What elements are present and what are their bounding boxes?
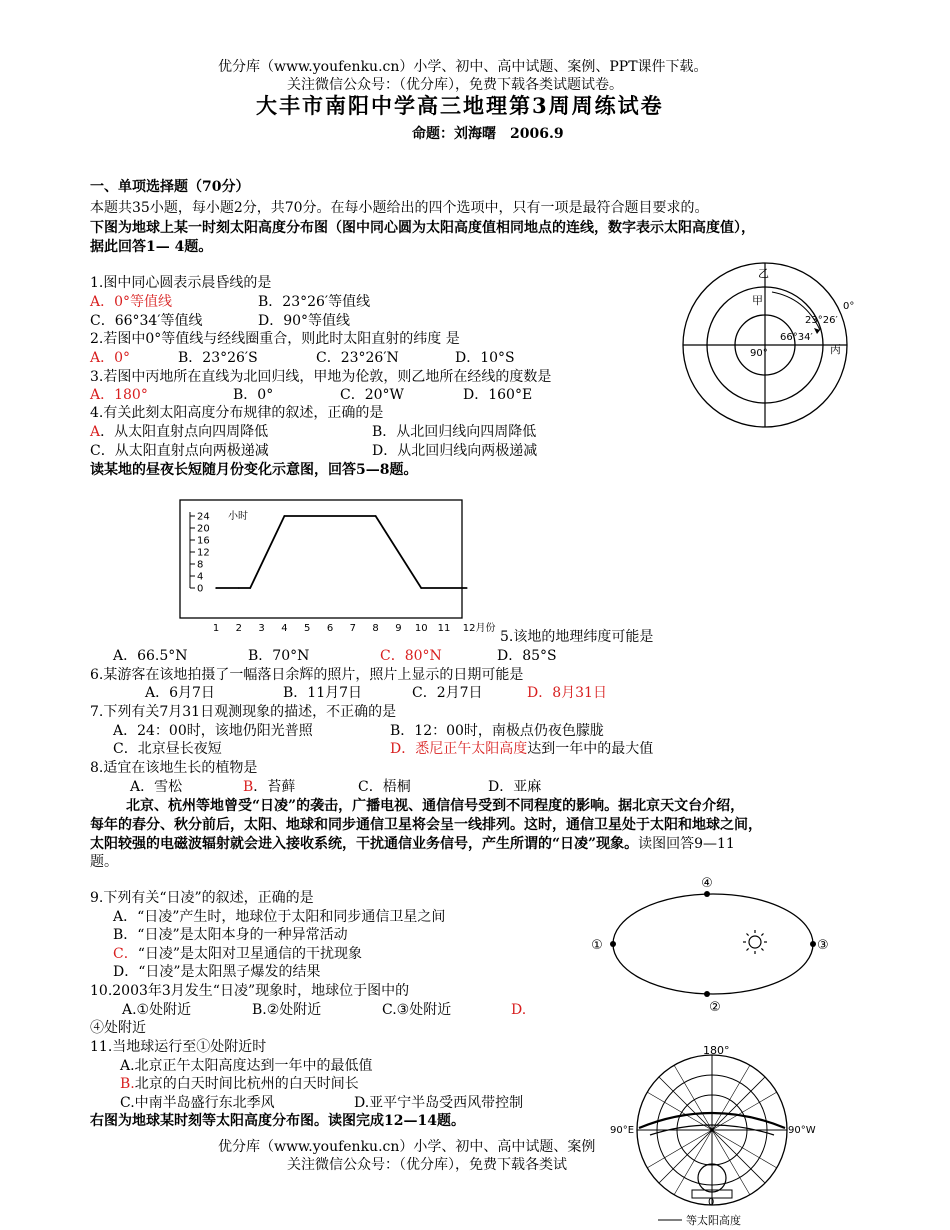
q9-option-b: B．“日凌”是太阳本身的一种异常活动 [113,927,348,943]
author-line: 命题：刘海曙 2006.9 [412,126,564,142]
q6-stem: 6.某游客在该地拍摄了一幅落日余辉的照片，照片上显示的日期可能是 [90,667,524,683]
orbit-label-2: ② [709,1000,721,1015]
fig1-label-66deg: 66°34′ [780,332,813,343]
q9-option-c-letter: C． [113,946,138,962]
lead-c-line2: 每年的春分、秋分前后，太阳、地球和同步通信卫星将会呈一线排列。这时，通信卫星处于太阳和地球之间， [90,817,762,833]
q3-stem: 3.若图中丙地所在直线为北回归线，甲地为伦敦，则乙地所在经线的度数是 [90,369,552,385]
lead-a-line1: 下图为地球上某一时刻太阳高度分布图（图中同心圆为太阳高度值相同地点的连线，数字表示太阳高度值）， [90,220,755,236]
chart-x-tick-label: 8 [372,623,379,634]
q7-option-d-rest: 达到一年中的最大值 [527,741,654,757]
q4-option-a-text: ．从太阳直射点向四周降低 [100,424,269,440]
q4-option-a [90,423,268,441]
q6-option-c: C．2月7日 [412,685,483,701]
q1-option-d: D．90°等值线 [258,313,351,329]
q8-option-b-text: ．苔藓 [253,779,296,795]
q1-stem: 1.图中同心圆表示晨昏线的是 [90,275,272,291]
chart-x-tick-label: 7 [349,623,356,634]
chart-y-tick-label: 4 [197,571,204,583]
chart-frame [180,500,462,618]
chart-x-tick-label: 12月份 [462,623,496,634]
q10-option-a: A.①处附近 [122,1002,192,1018]
fig1-label-23deg: 23°26′ [805,315,838,326]
chart-x-tick-label: 3 [258,623,265,634]
lead-c-line3-tail: 读图回答9—11 [638,836,735,852]
q3-option-b: B．0° [233,387,274,403]
q10-option-b: B.②处附近 [252,1002,322,1018]
q11-option-a: A.北京正午太阳高度达到一年中的最低值 [120,1058,373,1074]
q9-option-d: D．“日凌”是太阳黑子爆发的结果 [113,964,321,980]
q7-option-c: C．北京昼长夜短 [113,741,222,757]
q5-option-c: C．80°N [380,648,442,664]
chart-x-tick-label: 1 [212,623,220,634]
q4-stem: 4.有关此刻太阳高度分布规律的叙述，正确的是 [90,405,384,421]
figure-polar-solar-altitude [600,1040,840,1230]
chart-y-tick-label: 0 [197,583,204,595]
chart-point [215,587,217,589]
chart-point [375,515,377,517]
q4-option-d: D．从北回归线向两极递减 [372,443,538,459]
q8-option-b [243,778,295,796]
orbit-label-4: ④ [701,876,713,891]
q6-option-b: B．11月7日 [283,685,363,701]
q10-option-d-text: ④处附近 [90,1020,146,1036]
q1-option-c: C．66°34′等值线 [90,313,203,329]
q11-stem: 11.当地球运行至①处附近时 [90,1039,267,1055]
chart-x-tick-label: 10 [414,623,428,634]
q3-option-a: A．180° [90,387,148,403]
fig1-label-bing: 丙 [830,343,841,356]
chart-point [238,587,240,589]
chart-x-tick-label: 6 [326,623,334,634]
q1-option-a: A．0°等值线 [90,294,173,310]
chart-x-tick-label: 2 [235,623,242,634]
fig4-legend-label: 等太阳高度 [686,1214,741,1227]
orbit-label-1: ① [591,938,603,953]
chart-y-tick-label: 16 [197,535,210,547]
fig1-label-0deg: 0° [843,301,855,312]
sun-icon [743,930,767,954]
lead-b: 读某地的昼夜长短随月份变化示意图，回答5—8题。 [90,462,418,478]
q8-stem: 8.适宜在该地生长的植物是 [90,760,258,776]
q7-option-d [390,740,653,758]
q11-option-b [120,1075,359,1093]
page-title: 大丰市南阳中学高三地理第3周周练试卷 [256,93,664,118]
section-heading: 一、单项选择题（70分） [90,179,250,195]
q6-option-d: D．8月31日 [527,685,607,701]
chart-point [420,587,422,589]
q9-stem: 9.下列有关“日凌”的叙述，正确的是 [90,890,314,906]
q2-option-b: B．23°26′S [178,350,258,366]
orbit-label-3: ③ [817,938,829,953]
q7-option-a: A．24：00时，该地仍阳光普照 [113,723,313,739]
watermark-header-line2: 关注微信公众号：（优分库），免费下载各类试题试卷。 [287,77,623,93]
q9-option-c-text: “日凌”是太阳对卫星通信的干扰现象 [137,946,363,962]
lead-a-line2: 据此回答1— 4题。 [90,239,213,255]
q4-option-a-letter: A [90,424,101,440]
q7-stem: 7.下列有关7月31日观测现象的描述，不正确的是 [90,704,397,720]
chart-series-line [216,516,467,588]
q4-option-c: C．从太阳直射点向两极递减 [90,443,269,459]
chart-unit-label: 小时 [228,511,248,522]
chart-x-tick-label: 5 [304,623,311,634]
chart-point [284,515,286,517]
lead-c-line1: 北京、杭州等地曾受“日凌”的袭击，广播电视、通信信号受到不同程度的影响。据北京天文台介绍， [126,798,745,814]
fig4-label-0: 0 [708,1197,715,1208]
q2-option-c: C．23°26′N [316,350,399,366]
q6-option-a: A．6月7日 [145,685,215,701]
watermark-footer-line2: 关注微信公众号：（优分库），免费下载各类试 [287,1157,567,1173]
lead-c-line3-text: 太阳较强的电磁波辐射就会进入接收系统，干扰通信业务信号，产生所谓的“日凌”现象。 [90,836,639,852]
fig4-label-180: 180° [703,1044,730,1057]
chart-point [466,587,468,589]
lead-c-line3 [90,835,735,853]
watermark-footer-line1: 优分库（www.youfenku.cn）小学、初中、高中试题、案例 [218,1139,596,1155]
fig1-label-yi: 乙 [758,267,769,280]
fig4-label-90w: 90°W [788,1125,816,1136]
fig1-label-jia: 甲 [752,294,763,307]
fig4-label-90e: 90°E [610,1125,635,1136]
chart-daylight-hours [176,500,496,640]
q1-option-b: B．23°26′等值线 [258,294,371,310]
q8-option-c: C．梧桐 [358,779,411,795]
figure-earth-orbit [585,872,830,1017]
q11-option-b-letter: B. [120,1076,135,1092]
q4-option-b: B．从北回归线向四周降低 [372,424,537,440]
chart-y-tick-label: 8 [197,559,204,571]
q5-option-d: D．85°S [497,648,557,664]
chart-y-tick-label: 20 [197,523,210,535]
watermark-header-line1: 优分库（www.youfenku.cn）小学、初中、高中试题、案例、PPT课件下载。 [218,59,708,75]
q7-option-d-red: D．悉尼正午太阳高度 [390,741,528,757]
q10-option-c: C.③处附近 [382,1002,452,1018]
q11-option-c: C.中南半岛盛行东北季风 [120,1095,275,1111]
lead-c-line4: 题。 [90,854,118,870]
q5-option-b: B．70°N [248,648,310,664]
q3-option-d: D．160°E [463,387,533,403]
figure-solar-altitude-circles [680,260,865,430]
chart-point [249,587,251,589]
chart-x-tick-label: 9 [395,623,402,634]
q2-stem: 2.若图中0°等值线与经线圈重合，则此时太阳直射的纬度 是 [90,331,460,347]
chart-x-tick-label: 11 [437,623,451,634]
lead-d: 右图为地球某时刻等太阳高度分布图。读图完成12—14题。 [90,1113,465,1129]
q11-option-d: D.亚平宁半岛受西风带控制 [354,1095,524,1111]
q3-option-c: C．20°W [340,387,404,403]
q10-stem: 10.2003年3月发生“日凌”现象时，地球位于图中的 [90,983,410,999]
chart-y-tick-label: 12 [197,547,210,559]
section-intro: 本题共35小题，每小题2分，共70分。在每小题给出的四个选项中，只有一项是最符合题目要求的。 [90,200,709,216]
q11-option-b-text: 北京的白天时间比杭州的白天时间长 [134,1076,359,1092]
q8-option-b-letter: B [243,779,254,795]
q8-option-a: A．雪松 [130,779,183,795]
q7-option-b: B．12：00时，南极点仍夜色朦胧 [390,723,604,739]
q5-option-a: A．66.5°N [113,648,188,664]
chart-x-tick-label: 4 [281,623,288,634]
q8-option-d: D．亚麻 [488,779,542,795]
q9-option-a: A．“日凌”产生时，地球位于太阳和同步通信卫星之间 [113,909,446,925]
chart-y-tick-label: 24 [197,511,210,523]
q2-option-d: D．10°S [455,350,515,366]
q10-option-d-letter: D. [511,1002,527,1018]
q5-stem: 5.该地的地理纬度可能是 [500,629,654,645]
q2-option-a: A．0° [90,350,131,366]
fig1-label-90deg: 90° [750,348,768,359]
q9-option-c [113,945,362,963]
